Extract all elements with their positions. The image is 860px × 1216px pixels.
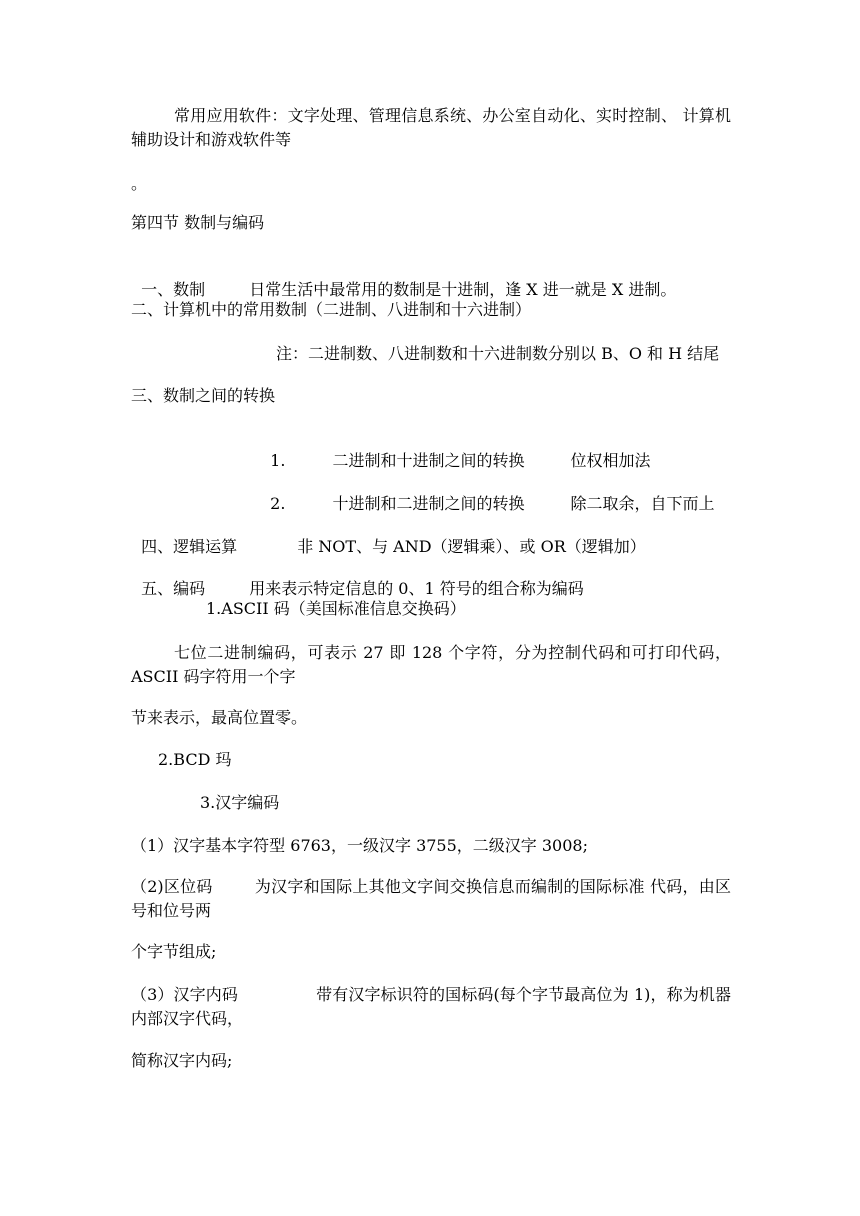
- item-number-system: [131, 257, 676, 301]
- conversion-2-text: 十进制和二进制之间的转换: [332, 494, 525, 513]
- conversion-1: [260, 428, 650, 472]
- item-encoding-text: 用来表示特定信息的 0、1 符号的组合称为编码: [249, 579, 584, 598]
- ascii-title: 1.ASCII 码（美国标准信息交换码）: [206, 599, 466, 618]
- hanzi-quwei-text: 为汉字和国际上其他文字间交换信息而编制的国际标准 代码，由区号和位号两: [131, 877, 731, 920]
- item-encoding: [131, 556, 584, 600]
- item-logic-text: 非 NOT、与 AND（逻辑乘）、或 OR（逻辑加）: [297, 537, 646, 556]
- note-suffixes: 注：二进制数、八进制数和十六进制数分别以 B、O 和 H 结尾: [276, 344, 720, 363]
- section-title: 第四节 数制与编码: [131, 213, 265, 232]
- hanzi-basic: （1）汉字基本字符型 6763，一级汉字 3755，二级汉字 3008;: [131, 836, 588, 855]
- hanzi-neima: [131, 983, 731, 1031]
- ascii-description-cont: 节来表示，最高位置零。: [131, 708, 308, 727]
- item-encoding-label: 五、编码: [141, 579, 206, 598]
- item-common-systems: 二、计算机中的常用数制（二进制、八进制和十六进制）: [131, 300, 532, 319]
- conversion-1-num: 1.: [270, 451, 286, 470]
- conversion-2-method: 除二取余，自下而上: [570, 494, 715, 513]
- item-logic: [131, 514, 646, 558]
- conversion-2-num: 2.: [270, 494, 286, 513]
- hanzi-quwei-cont: 个字节组成;: [131, 942, 217, 961]
- software-paragraph-text: 常用应用软件：文字处理、管理信息系统、办公室自动化、实时控制、 计算机辅助设计和游戏软件等: [131, 106, 731, 149]
- item-number-system-text: 日常生活中最常用的数制是十进制，逢 X 进一就是 X 进制。: [249, 280, 677, 299]
- hanzi-neima-cont: 简称汉字内码;: [131, 1051, 233, 1070]
- ascii-description: [131, 641, 731, 689]
- ascii-description-text: 七位二进制编码，可表示 27 即 128 个字符，分为控制代码和可打印代码，ASCII 码字符用一个字: [131, 643, 731, 686]
- item-logic-label: 四、逻辑运算: [141, 537, 238, 556]
- conversion-1-method: 位权相加法: [570, 451, 651, 470]
- hanzi-quwei: [131, 875, 731, 923]
- hanzi-neima-label: （3）汉字内码: [131, 985, 239, 1004]
- item-conversion: 三、数制之间的转换: [131, 386, 276, 405]
- item-number-system-label: 一、数制: [141, 280, 206, 299]
- hanzi-quwei-label: （2)区位码: [131, 877, 213, 896]
- period-line: 。: [131, 174, 148, 193]
- hanzi-title: 3.汉字编码: [200, 793, 280, 812]
- conversion-1-text: 二进制和十进制之间的转换: [332, 451, 525, 470]
- software-paragraph: [131, 104, 731, 152]
- bcd-title: 2.BCD 玛: [158, 750, 232, 769]
- conversion-2: [260, 471, 714, 515]
- hanzi-neima-text: 带有汉字标识符的国标码(每个字节最高位为 1)，称为机器内部汉字代码，: [131, 985, 731, 1028]
